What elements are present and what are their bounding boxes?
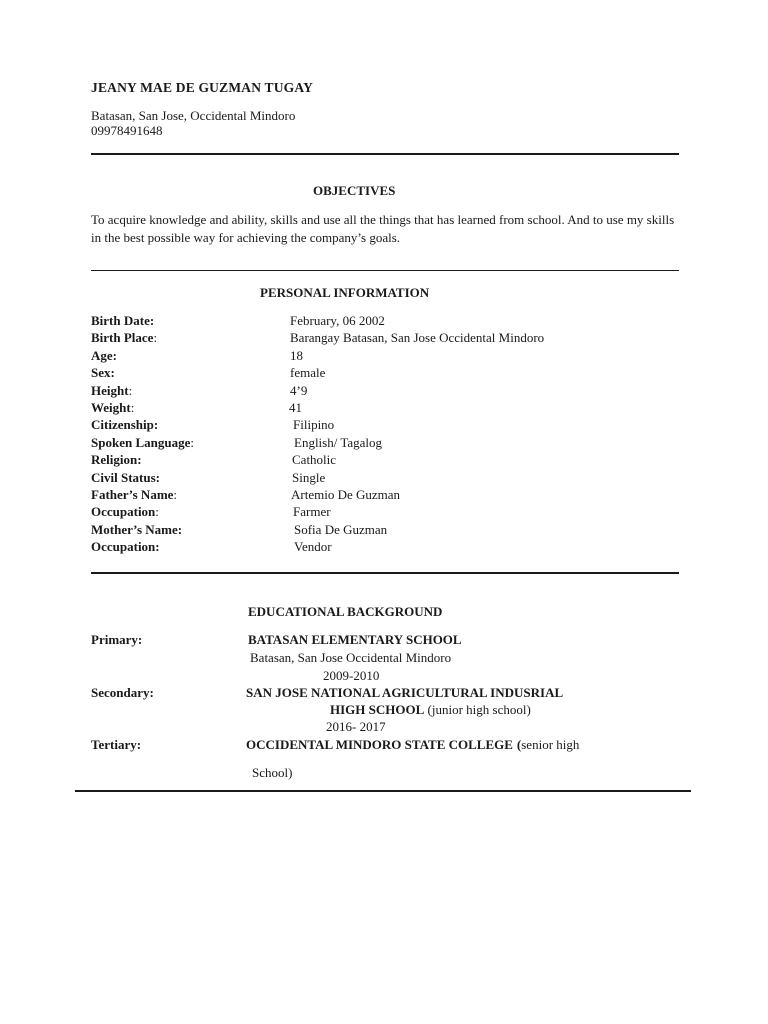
divider-education xyxy=(75,790,691,792)
personal-info-label-text: Height xyxy=(91,383,129,398)
secondary-school-line1: SAN JOSE NATIONAL AGRICULTURAL INDUSRIAL xyxy=(246,685,564,700)
personal-info-label xyxy=(91,348,117,364)
applicant-phone: 09978491648 xyxy=(91,123,163,138)
tertiary-note-line2: School) xyxy=(252,765,293,780)
secondary-note: (junior high school) xyxy=(427,702,531,717)
divider-header xyxy=(91,153,679,155)
personal-info-label-colon: : xyxy=(130,400,135,415)
personal-info-label-text: Sex: xyxy=(91,365,115,380)
divider-personal xyxy=(91,572,679,574)
personal-info-value: 41 xyxy=(289,400,302,415)
personal-info-value: Barangay Batasan, San Jose Occidental Mindoro xyxy=(290,330,545,345)
secondary-school-line2: HIGH SCHOOL xyxy=(330,702,425,717)
personal-info-label xyxy=(91,522,182,538)
tertiary-school-wrap xyxy=(246,737,579,753)
personal-info-value: Vendor xyxy=(294,539,332,554)
personal-info-heading: PERSONAL INFORMATION xyxy=(260,285,430,300)
personal-info-value: 4’9 xyxy=(290,383,308,398)
personal-info-label xyxy=(91,470,160,486)
tertiary-label: Tertiary: xyxy=(91,737,142,752)
personal-info-value: Sofia De Guzman xyxy=(294,522,388,537)
personal-info-label xyxy=(91,487,177,503)
personal-info-label-text: Weight xyxy=(91,400,131,415)
primary-years: 2009-2010 xyxy=(323,668,380,683)
objectives-heading: OBJECTIVES xyxy=(313,183,396,198)
personal-info-label xyxy=(91,435,194,451)
personal-info-label-text: Birth Place xyxy=(91,330,154,345)
tertiary-school: OCCIDENTAL MINDORO STATE COLLEGE xyxy=(246,737,513,752)
personal-info-label xyxy=(91,452,142,468)
personal-info-label xyxy=(91,365,115,381)
personal-info-label xyxy=(91,330,157,346)
applicant-name: JEANY MAE DE GUZMAN TUGAY xyxy=(91,80,314,95)
personal-info-label-text: Father’s Name xyxy=(91,487,174,502)
personal-info-value: female xyxy=(290,365,326,380)
personal-info-label-text: Religion: xyxy=(91,452,142,467)
personal-info-value: 18 xyxy=(290,348,303,363)
personal-info-value: Catholic xyxy=(292,452,337,467)
secondary-label: Secondary: xyxy=(91,685,154,700)
personal-info-label-text: Citizenship: xyxy=(91,417,159,432)
personal-info-value: February, 06 2002 xyxy=(290,313,385,328)
personal-info-label-text: Occupation xyxy=(91,504,156,519)
applicant-address: Batasan, San Jose, Occidental Mindoro xyxy=(91,108,296,123)
tertiary-note-line1: senior high xyxy=(521,737,580,752)
personal-info-label-text: Civil Status: xyxy=(91,470,160,485)
personal-info-label-text: Mother’s Name: xyxy=(91,522,183,537)
personal-info-value: English/ Tagalog xyxy=(294,435,383,450)
personal-info-label xyxy=(91,417,158,433)
personal-info-value: Artemio De Guzman xyxy=(291,487,401,502)
secondary-years: 2016- 2017 xyxy=(326,719,386,734)
education-heading: EDUCATIONAL BACKGROUND xyxy=(248,604,443,619)
personal-info-label xyxy=(91,504,159,520)
divider-objectives xyxy=(91,270,679,271)
personal-info-label-text: Spoken Language xyxy=(91,435,191,450)
personal-info-value: Filipino xyxy=(293,417,335,432)
personal-info-label-text: Occupation: xyxy=(91,539,160,554)
personal-info-label-colon: : xyxy=(190,435,194,450)
primary-school: BATASAN ELEMENTARY SCHOOL xyxy=(248,632,462,647)
primary-location: Batasan, San Jose Occidental Mindoro xyxy=(250,650,452,665)
objectives-text: To acquire knowledge and ability, skills and use all the things that has learned from school. And to use my skills in the best possible way for achieving the company’s goals. xyxy=(91,212,675,245)
personal-info-value: Single xyxy=(292,470,326,485)
personal-info-label-colon: : xyxy=(155,504,159,519)
personal-info-label xyxy=(91,400,134,416)
personal-info-label-colon: : xyxy=(173,487,178,502)
personal-info-label-colon: : xyxy=(128,383,133,398)
personal-info-label-text: Birth Date: xyxy=(91,313,155,328)
personal-info-value: Farmer xyxy=(293,504,331,519)
primary-label: Primary: xyxy=(91,632,143,647)
personal-info-label-colon: : xyxy=(153,330,158,345)
personal-info-label xyxy=(91,539,160,555)
personal-info-label xyxy=(91,313,154,329)
tertiary-note-open: ( xyxy=(516,737,522,752)
secondary-school-line2-wrap xyxy=(330,702,531,718)
personal-info-label-text: Age: xyxy=(91,348,117,363)
personal-info-label xyxy=(91,383,132,399)
